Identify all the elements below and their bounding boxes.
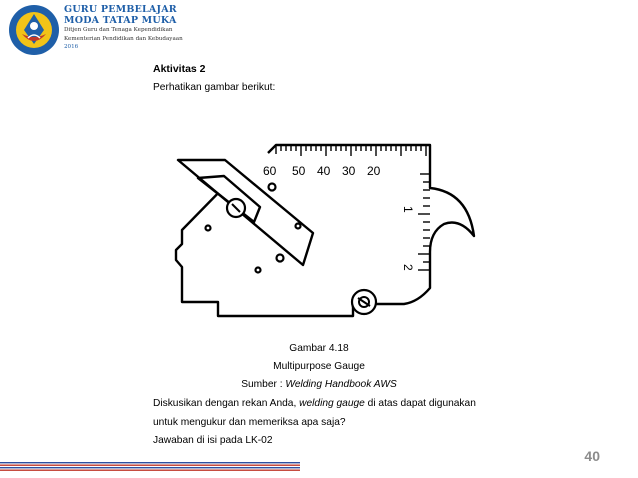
discussion-term: welding gauge — [299, 398, 365, 409]
discussion-line1 — [153, 398, 476, 409]
header-sub1: Ditjen Guru dan Tenaga Kependidikan — [64, 27, 173, 33]
header-year: 2016 — [64, 44, 79, 50]
discussion-line1-b: di atas dapat digunakan — [364, 398, 476, 409]
discussion-line3: Jawaban di isi pada LK-02 — [153, 435, 273, 446]
header-block — [64, 4, 183, 52]
scale-label-2: 2 — [401, 264, 415, 271]
hole-icon — [277, 255, 284, 262]
scale-label-1: 1 — [401, 206, 415, 213]
figure-source-title: Welding Handbook AWS — [285, 379, 397, 390]
scale-label-20: 20 — [367, 164, 381, 178]
scale-label-50: 50 — [292, 164, 306, 178]
figure-source — [153, 379, 485, 390]
activity-instruction: Perhatikan gambar berikut: — [153, 82, 276, 93]
figure-source-prefix: Sumber : — [241, 379, 286, 390]
tut-wuri-handayani-logo — [8, 4, 60, 56]
multipurpose-gauge-figure — [168, 140, 486, 325]
footer-stripes — [0, 461, 300, 473]
discussion-line2: untuk mengukur dan memeriksa apa saja? — [153, 417, 346, 428]
scale-label-30: 30 — [342, 164, 356, 178]
discussion-line1-a: Diskusikan dengan rekan Anda, — [153, 398, 300, 409]
figure-label: Gambar 4.18 — [289, 343, 349, 354]
header-sub2: Kementerian Pendidikan dan Kebudayaan — [64, 35, 183, 42]
scale-label-40: 40 — [317, 164, 331, 178]
header-title-line1: GURU PEMBELAJAR — [64, 4, 177, 15]
activity-title: Aktivitas 2 — [153, 63, 206, 75]
header-title-line2: MODA TATAP MUKA — [64, 15, 177, 26]
page-number: 40 — [584, 448, 600, 464]
figure-caption: Multipurpose Gauge — [273, 361, 365, 372]
scale-label-60: 60 — [263, 164, 277, 178]
top-screw-icon — [269, 184, 276, 191]
